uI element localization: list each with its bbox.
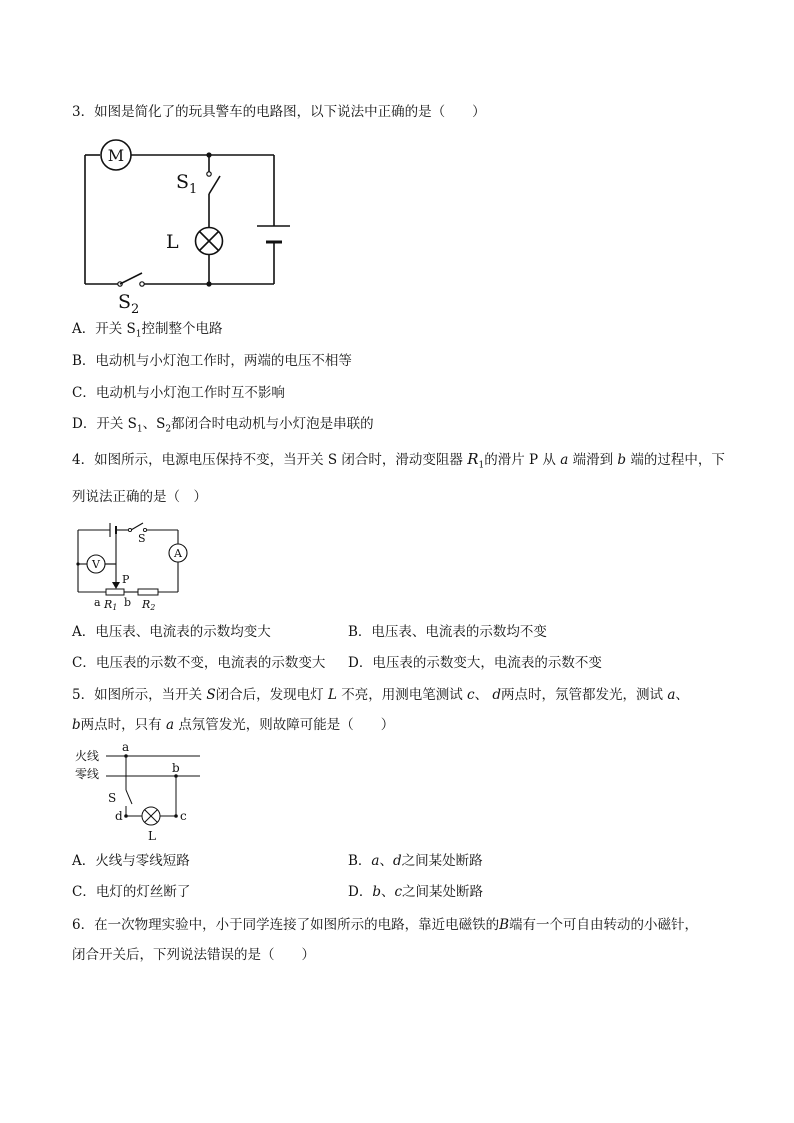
q4-stem-line2: 列说法正确的是（ ） [72,489,207,505]
q5-circuit-diagram [70,740,205,848]
q4-battery-symbol [110,523,116,537]
q5-option-a[interactable]: A．火线与零线短路 [72,853,190,869]
q5-switch-s [126,790,132,804]
point-a-label: a [122,740,130,754]
q4-option-c[interactable]: C．电压表的示数不变，电流表的示数变大 [72,655,326,671]
point-c-label: c [180,809,187,823]
lamp-label: L [166,231,179,253]
s1-label: $S_1$ [176,171,198,197]
q5-switch-label: S [108,791,117,805]
end-a-label: a [94,596,101,609]
end-b-label: b [124,596,132,609]
lamp-symbol [196,228,223,255]
q5-option-b[interactable]: B．a、d之间某处断路 [348,853,483,869]
q3-stem [72,103,486,121]
q5-lamp-symbol [142,807,160,825]
motor-label: M [107,146,125,165]
q5-option-c[interactable]: C．电灯的灯丝断了 [72,884,191,900]
q3-option-c[interactable]: C．电动机与小灯泡工作时互不影响 [72,385,285,401]
resistor-r2 [138,589,158,595]
q5-stem: 5．如图所示，当开关 S闭合后，发现电灯 L 不亮，用测电笔测试 c、 d两点时，氖管都发光，测试 a、 [72,687,689,703]
q6-stem-line2: 闭合开关后，下列说法错误的是（ ） [72,947,315,963]
q4-switch-s [131,523,143,530]
slider-label: P [122,573,130,586]
q4-switch-label: S [138,532,146,545]
live-wire-label: 火线 [75,749,100,763]
q6-stem: 6．在一次物理实验中，小于同学连接了如图所示的电路，靠近电磁铁的B端有一个可自由转动的小磁针， [72,917,699,933]
q3-stem-text: 3．如图是简化了的玩具警车的电路图，以下说法中正确的是（ ） [72,104,486,120]
voltmeter-label: V [92,558,100,571]
resistor-r1 [106,589,124,595]
q4-option-b[interactable]: B．电压表、电流表的示数均不变 [348,624,547,640]
slider-arrow [112,582,120,589]
point-b-label: b [172,761,180,775]
q4-circuit-diagram [70,520,200,612]
q3-option-a[interactable]: A．开关 $S_1$控制整个电路 [72,321,223,340]
q5-option-d[interactable]: D．b、c之间某处断路 [348,884,484,900]
r1-label: R1 [104,598,118,612]
q3-option-b[interactable]: B．电动机与小灯泡工作时，两端的电压不相等 [72,353,352,369]
q3-option-d[interactable]: D．开关 $S_1$、$S_2$都闭合时电动机与小灯泡是串联的 [72,416,374,435]
switch-s2 [120,273,142,284]
q5-lamp-label: L [148,829,156,843]
q4-option-a[interactable]: A．电压表、电流表的示数均变大 [72,624,271,640]
battery-symbol [257,226,290,242]
r2-label: R2 [142,598,156,612]
neutral-wire-label: 零线 [75,767,100,781]
s2-label: $S_2$ [118,291,140,316]
point-d-label: d [115,809,123,823]
q4-stem: 4．如图所示，电源电压保持不变，当开关 S 闭合时，滑动变阻器 $R_1$的滑片 P 从 a 端滑到 b 端的过程中，下 [72,450,725,471]
switch-s1 [209,176,220,194]
q5-stem-line2: b两点时，只有 a 点氖管发光，则故障可能是（ ） [72,717,395,733]
ammeter-label: A [174,547,182,560]
q4-option-d[interactable]: D．电压表的示数变大，电流表的示数不变 [348,655,602,671]
q3-circuit-diagram [80,136,290,316]
